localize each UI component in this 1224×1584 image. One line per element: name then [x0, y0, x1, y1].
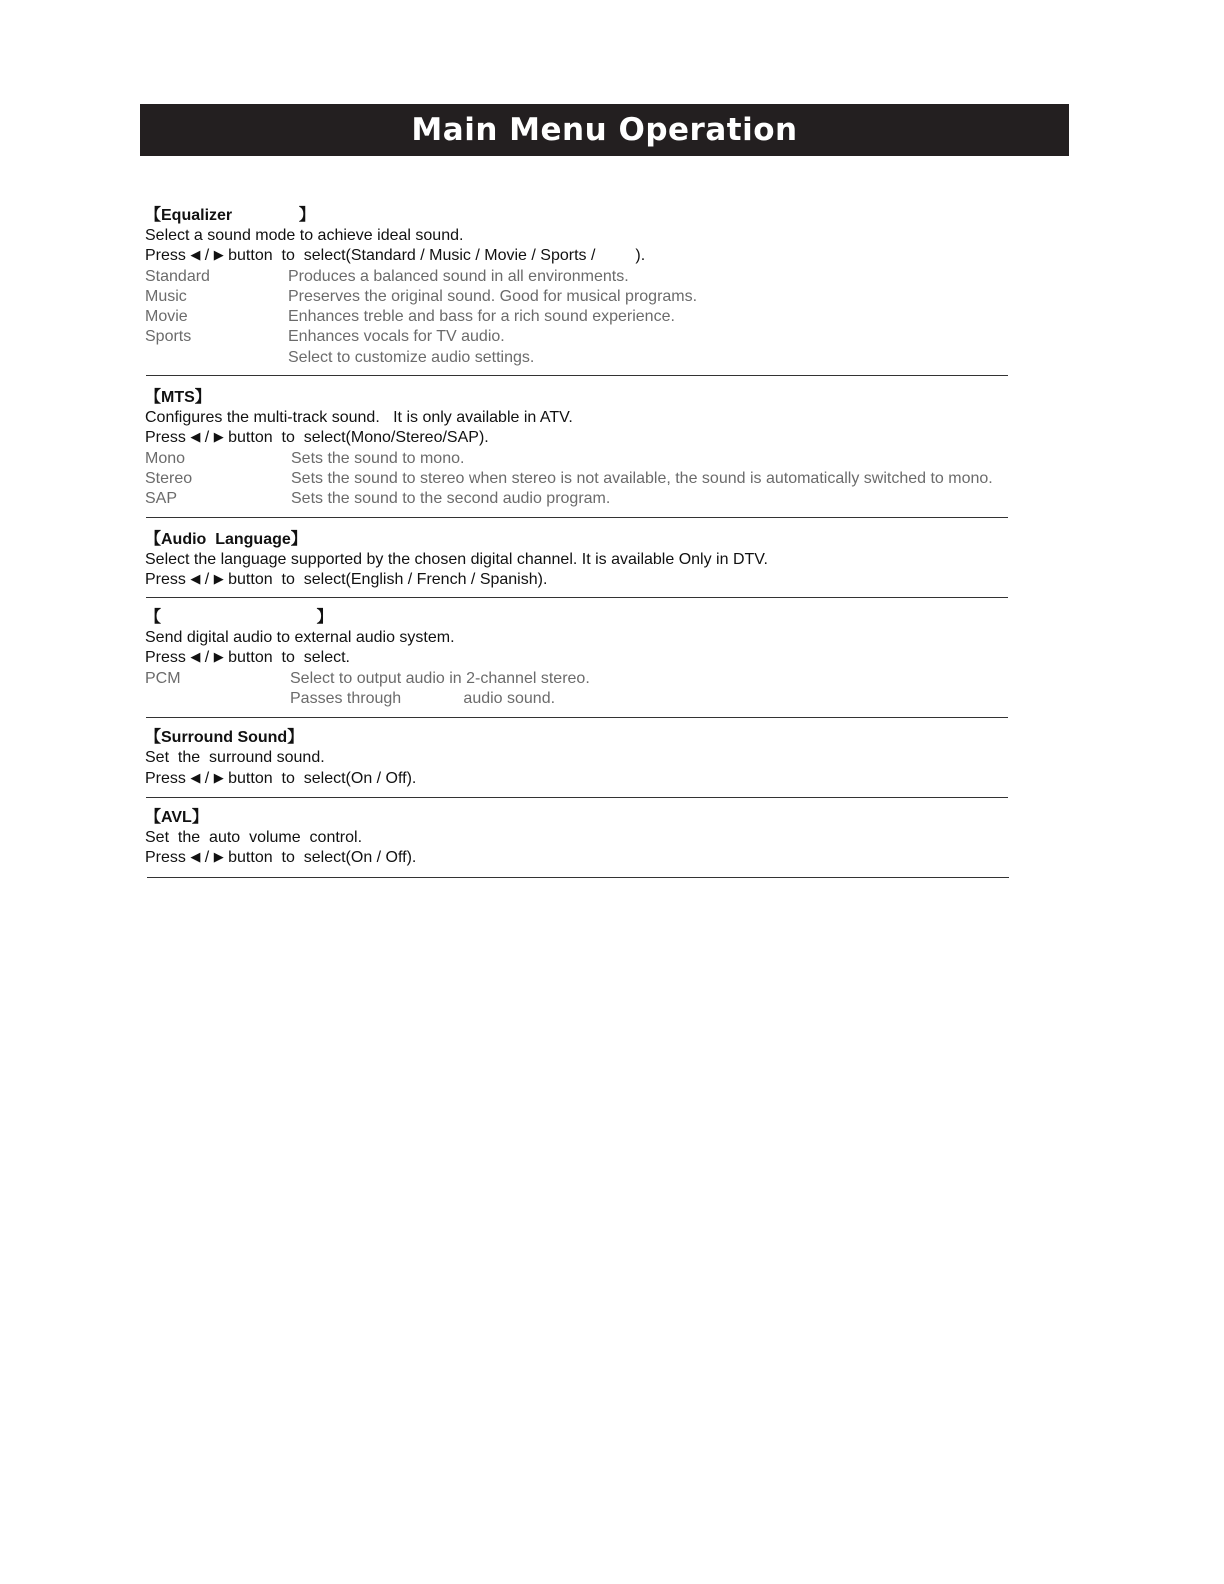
page-title-banner	[140, 104, 1069, 156]
mts-option-mono: Mono Sets the sound to mono.	[145, 449, 465, 467]
right-arrow-icon: ▶	[213, 247, 224, 263]
left-arrow-icon: ◀	[190, 570, 201, 586]
mts-option-sap: SAP Sets the sound to the second audio program.	[145, 490, 611, 508]
equalizer-option-movie: Movie Enhances treble and bass for a rich sound experience.	[145, 308, 675, 326]
right-arrow-icon: ▶	[213, 429, 224, 445]
section-mts	[145, 388, 1035, 509]
digital-audio-title: 【 】	[145, 609, 333, 627]
equalizer-option-music: Music Preserves the original sound. Good for musical programs.	[145, 287, 698, 305]
menu-content	[145, 206, 1035, 878]
surround-sound-description: Set the surround sound.	[145, 749, 325, 767]
left-arrow-icon: ◀	[190, 247, 201, 263]
left-arrow-icon: ◀	[190, 769, 201, 785]
section-divider	[146, 375, 1008, 376]
equalizer-option-sports: Sports Enhances vocals for TV audio.	[145, 328, 505, 346]
digital-audio-description: Send digital audio to external audio system.	[145, 629, 455, 647]
equalizer-title: 【Equalizer 】	[145, 207, 315, 224]
mts-title: 【MTS】	[145, 389, 211, 407]
equalizer-option-user: Select to customize audio settings.	[288, 348, 535, 366]
audio-language-title: 【Audio Language】	[145, 530, 307, 548]
left-arrow-icon: ◀	[190, 649, 201, 665]
surround-sound-press-instruction: Press ◀ / ▶ button to select(On / Off).	[145, 769, 417, 787]
right-arrow-icon: ▶	[213, 849, 224, 865]
digital-audio-press-instruction: Press ◀ / ▶ button to select.	[145, 649, 350, 667]
section-avl	[145, 808, 1035, 869]
section-divider	[146, 797, 1008, 798]
surround-sound-title: 【Surround Sound】	[145, 729, 304, 747]
section-audio-language	[145, 530, 1035, 591]
section-divider	[146, 517, 1008, 518]
section-divider	[146, 597, 1008, 598]
section-digital-audio	[145, 608, 1035, 709]
equalizer-press-instruction: Press ◀ / ▶ button to select(Standard / Music / Movie / Sports / ).	[145, 247, 646, 265]
audio-language-description: Select the language supported by the chosen digital channel. It is available Only in DTV.	[145, 550, 768, 568]
audio-language-press-instruction: Press ◀ / ▶ button to select(English / French / Spanish).	[145, 570, 548, 588]
digital-audio-option-passthrough: Passes through audio sound.	[290, 690, 556, 708]
mts-description: Configures the multi-track sound. It is only available in ATV.	[145, 409, 573, 427]
equalizer-description: Select a sound mode to achieve ideal sound.	[145, 227, 464, 244]
page-title: Main Menu Operation	[411, 112, 798, 148]
mts-press-instruction: Press ◀ / ▶ button to select(Mono/Stereo/SAP).	[145, 429, 489, 447]
avl-description: Set the auto volume control.	[145, 828, 363, 846]
mts-option-stereo: Stereo Sets the sound to stereo when stereo is not available, the sound is automatically switched to mono.	[145, 469, 993, 487]
left-arrow-icon: ◀	[190, 849, 201, 865]
section-divider	[146, 717, 1008, 718]
section-surround-sound	[145, 728, 1035, 789]
left-arrow-icon: ◀	[190, 429, 201, 445]
avl-title: 【AVL】	[145, 808, 208, 826]
right-arrow-icon: ▶	[213, 769, 224, 785]
digital-audio-option-pcm: PCM Select to output audio in 2-channel stereo.	[145, 669, 590, 687]
right-arrow-icon: ▶	[213, 570, 224, 586]
right-arrow-icon: ▶	[213, 649, 224, 665]
section-divider	[147, 877, 1009, 878]
avl-press-instruction: Press ◀ / ▶ button to select(On / Off).	[145, 849, 417, 867]
equalizer-option-standard: Standard Produces a balanced sound in all environments.	[145, 267, 629, 285]
section-equalizer	[145, 206, 1035, 368]
